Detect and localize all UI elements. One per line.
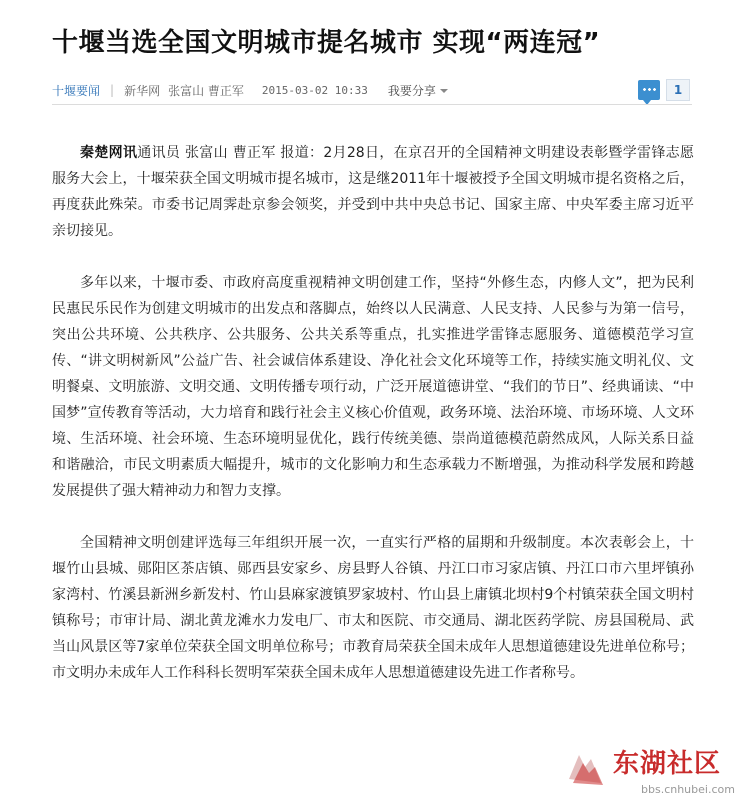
comment-icon [638, 80, 660, 100]
paragraph-text: 通讯员 张富山 曹正军 报道：2月28日，在京召开的全国精神文明建设表彰暨学雷锋志愿服务大会上，十堰荣获全国文明城市提名城市，这是继2011年十堰被授予全国文明城市提名资格之后，再度获此殊荣。市委书记周霁赴京参会领奖，并受到中共中央总书记、国家主席、中央军委主席习近平亲切接见。 [52, 145, 694, 239]
share-dropdown[interactable] [388, 82, 448, 99]
paragraph-text: 多年以来，十堰市委、市政府高度重视精神文明创建工作，坚持“外修生态，内修人文”，把为民利民惠民乐民作为创建文明城市的出发点和落脚点，始终以人民满意、人民支持、人民参与为第一信号，突出公共环境、公共秩序、公共服务、公共关系等重点，扎实推进学雷锋志愿服务、道德模范学习宣传、“讲文明树新风”公益广告、社会诚信体系建设、净化社会文化环境等工作，持续实施文明礼仪、文明餐桌、文明旅游、文明交通、文明传播专项行动，广泛开展道德讲堂、“我们的节日”、经典诵读、“中国梦”宣传教育等活动，大力培育和践行社会主义核心价值观，政务环境、法治环境、市场环境、人文环境、生活环境、社会环境、生态环境明显优化，践行传统美德、崇尚道德模范蔚然成风，人际关系日益和谐融洽，市民文明素质大幅提升，城市的文化影响力和生态承载力不断增强，为推动科学发展和跨越发展提供了强大精神动力和智力支撑。 [52, 275, 694, 499]
meta-divider [52, 104, 692, 105]
watermark-text: 东湖社区 [613, 749, 722, 779]
comment-button[interactable] [638, 78, 692, 102]
channel-link[interactable]: 十堰要闻 [52, 83, 101, 98]
paragraph-lead: 秦楚网讯 [80, 145, 138, 161]
watermark-url: bbs.cnhubei.com [641, 783, 735, 796]
paragraph [52, 270, 694, 504]
paragraph [52, 530, 694, 686]
share-label: 我要分享 [387, 83, 436, 98]
watermark-logo-icon [565, 749, 605, 789]
article-meta [52, 78, 692, 102]
publish-time: 2015-03-02 10:33 [261, 83, 368, 97]
paragraph-text: 全国精神文明创建评选每三年组织开展一次，一直实行严格的届期和升级制度。本次表彰会上，十堰竹山县城、郧阳区茶店镇、郧西县安家乡、房县野人谷镇、丹江口市习家店镇、丹江口市六里坪镇孙家湾村、竹溪县新洲乡新发村、竹山县麻家渡镇罗家坡村、竹山县上庸镇北坝村9个村镇荣获全国文明村镇称号；市审计局、湖北黄龙滩水力发电厂、市太和医院、市交通局、湖北医药学院、房县国税局、武当山风景区等7家单位荣获全国文明单位称号；市教育局荣获全国未成年人思想道德建设先进单位称号；市文明办未成年人工作科科长贺明军荣获全国未成年人思想道德建设先进工作者称号。 [52, 535, 694, 681]
article-title: 十堰当选全国文明城市提名城市 实现“两连冠” [52, 28, 601, 58]
article-body [52, 140, 694, 712]
watermark [565, 745, 745, 801]
source-label: 新华网 [124, 83, 161, 98]
meta-separator: | [110, 83, 115, 97]
comment-count: 1 [666, 79, 690, 101]
chevron-down-icon [440, 89, 448, 93]
paragraph [52, 140, 694, 244]
authors-label: 张富山 曹正军 [168, 83, 244, 98]
